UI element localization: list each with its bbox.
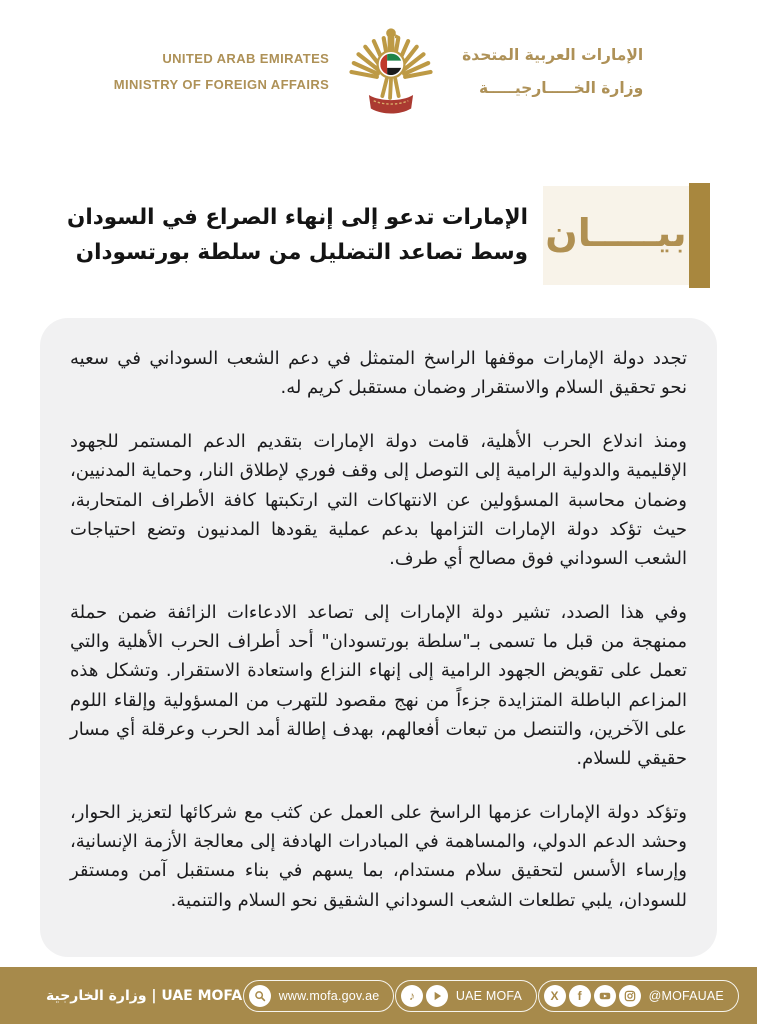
statement-badge-box xyxy=(543,186,689,285)
ministry-en-line1: UNITED ARAB EMIRATES xyxy=(162,51,330,66)
uae-falcon-emblem-svg xyxy=(343,24,439,120)
handles-label: @MOFAUAE xyxy=(648,988,724,1003)
website-url: www.mofa.gov.ae xyxy=(278,988,380,1003)
statement-header xyxy=(40,183,710,288)
youtube-play-icon xyxy=(426,985,448,1007)
handles-pill-icons xyxy=(544,985,641,1007)
statement-badge-bar xyxy=(689,183,710,288)
uae-falcon-emblem xyxy=(343,24,439,120)
ministry-ar-line2: وزارة الخـــــارجيـــــة xyxy=(478,79,644,97)
statement-title-line2: وسط تصاعد التضليل من سلطة بورتسودان xyxy=(75,239,528,265)
website-pill[interactable] xyxy=(243,980,395,1012)
footer-bar xyxy=(0,967,757,1024)
facebook-icon: f xyxy=(569,985,591,1007)
statement-title xyxy=(40,201,528,270)
body-paragraph: وفي هذا الصدد، تشير دولة الإمارات إلى تصاعد الادعاءات الزائفة ضمن حملة ممنهجة من قبل ما تسمى بـ"سلطة بورتسودان" أحد أطراف الحرب الأهلية والتي تعمل على تقويض الجهود الرامية إلى إنهاء النزاع واستعادة الاستقرار. وتشكل هذه المزاعم الباطلة المتزايدة جزءاً من نهج مقصود للتهرب من المسؤولية وإلقاء اللوم على الآخرين، والتنصل من تبعات أفعالهم، بهدف إطالة أمد الحرب وعرقلة أي مسار حقيقي للسلام. xyxy=(70,602,687,769)
ministry-name-en xyxy=(114,46,329,98)
channels-label: UAE MOFA xyxy=(455,988,523,1003)
channels-pill-icons xyxy=(401,985,448,1007)
ministry-ar-line1: الإمارات العربية المتحدة xyxy=(462,46,644,65)
body-paragraph: ومنذ اندلاع الحرب الأهلية، قامت دولة الإمارات بتقديم الدعم المستمر للجهود الإقليمية والدولية الرامية إلى التوصل إلى وقف فوري لإطلاق النار، وحماية المدنيين، وضمان محاسبة المسؤولين عن الانتهاكات التي ارتكبتها كافة الأطراف المتحاربة، حيث تؤكد دولة الإمارات التزامها بدعم عملية يقودها المدنيون وتضع احتياجات الشعب السوداني فوق مصالح أي طرف. xyxy=(70,431,687,569)
footer-brand: وزارة الخارجية | UAE MOFA xyxy=(46,987,243,1004)
channels-pill[interactable] xyxy=(395,980,537,1012)
tiktok-icon: ♪ xyxy=(401,985,423,1007)
handles-pill[interactable] xyxy=(538,980,739,1012)
search-icon xyxy=(249,985,271,1007)
ministry-name-ar xyxy=(453,39,643,104)
instagram-icon xyxy=(619,985,641,1007)
body-paragraph: تجدد دولة الإمارات موقفها الراسخ المتمثل في دعم الشعب السوداني في سعيه نحو تحقيق السلام والاستقرار وضمان مستقبل كريم له. xyxy=(70,348,687,399)
website-pill-icons xyxy=(249,985,271,1007)
statement-title-line1: الإمارات تدعو إلى إنهاء الصراع في السودان xyxy=(66,205,528,231)
x-twitter-icon: X xyxy=(544,985,566,1007)
statement-badge-label: بيـــــان xyxy=(545,210,687,255)
youtube-icon xyxy=(594,985,616,1007)
body-paragraph: وتؤكد دولة الإمارات عزمها الراسخ على العمل عن كثب مع شركائها لتعزيز الحوار، وحشد الدعم الدولي، والمساهمة في المبادرات الهادفة إلى معالجة الأزمة الإنسانية، وإرساء الأسس لتحقيق سلام مستدام، بما يسهم في بناء مستقبل آمن ومستقر للسودان، يلبي تطلعات الشعب السوداني الشقيق نحو السلام والتنمية. xyxy=(70,802,687,911)
ministry-en-line2: MINISTRY OF FOREIGN AFFAIRS xyxy=(113,77,330,92)
uae-flag xyxy=(380,54,402,76)
header xyxy=(0,24,757,120)
statement-body xyxy=(40,318,717,957)
statement-badge xyxy=(543,183,710,288)
